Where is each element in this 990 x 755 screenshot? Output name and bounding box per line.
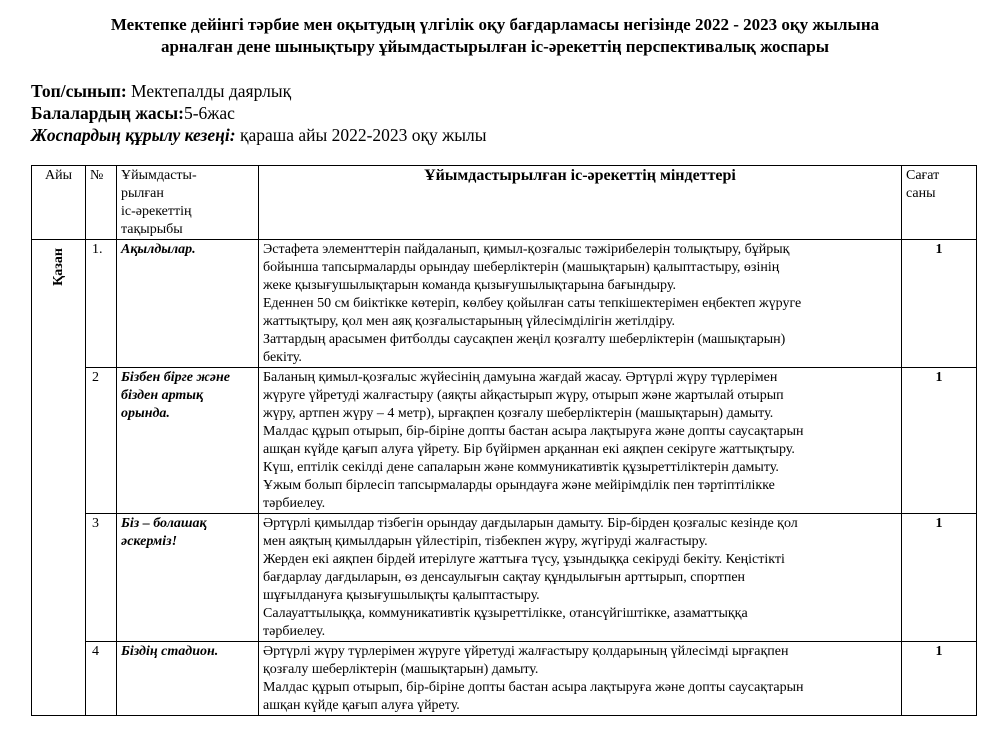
task-line: жүру, артпен жүру – 4 метр), ырғақпен қозғалу шеберліктерін (машықтарын) дамыту. (263, 406, 774, 421)
row-hours: 1 (902, 514, 977, 642)
topic-line: орында. (121, 406, 170, 421)
task-line: Малдас құрып отырып, бір-біріне допты бастан асыра лақтыруға және допты саусақтарын (263, 680, 804, 695)
hours-header (902, 166, 977, 240)
number-header: № (86, 166, 117, 240)
task-line: жеке қызығушылықтарын команда қызығушылықтарына бағындыру. (263, 278, 676, 293)
task-line: жүруге үйретуді жалғастыру (аяқты айқастырып жүру, отырып және жартылай отырып (263, 388, 784, 403)
topic-header-line: Ұйымдасты- (121, 168, 197, 183)
topic-header (117, 166, 259, 240)
table-header-row (32, 166, 977, 240)
row-number: 1. (86, 240, 117, 368)
row-tasks (259, 642, 902, 716)
table-row (32, 240, 977, 368)
task-line: бойынша тапсырмаларды орындау шеберліктерін (машықтарын) қалыптастыру, өзінің (263, 260, 780, 275)
task-line: Күш, ептілік секілді дене сапаларын және коммуникативтік құзыреттіліктерін дамыту. (263, 460, 779, 475)
row-tasks (259, 240, 902, 368)
period-value: қараша айы 2022-2023 оқу жылы (235, 125, 487, 145)
task-line: шұғылдануға қызығушылықты қалыптастыру. (263, 588, 540, 603)
topic-header-line: іс-әрекеттің (121, 204, 192, 219)
group-row (31, 80, 487, 102)
age-row (31, 102, 487, 124)
plan-table (31, 165, 977, 716)
document-meta (31, 80, 487, 146)
table-row (32, 642, 977, 716)
task-line: Салауаттылыққа, коммуникативтік құзыреттілікке, отансүйгіштікке, азаматтыққа (263, 606, 748, 621)
task-line: Эстафета элементтерін пайдаланып, қимыл-қозғалыс тәжірибелерін толықтыру, бұйрық (263, 242, 790, 257)
row-tasks (259, 368, 902, 514)
topic-header-line: рылған (121, 186, 164, 201)
month-header: Айы (32, 166, 86, 240)
task-line: Баланың қимыл-қозғалыс жүйесінің дамуына жағдай жасау. Әртүрлі жүру түрлерімен (263, 370, 778, 385)
task-line: Ұжым болып бірлесіп тапсырмаларды орындауға және мейірімділік пен тәртіптілікке (263, 478, 775, 493)
row-topic (117, 368, 259, 514)
table-row (32, 514, 977, 642)
row-number: 4 (86, 642, 117, 716)
topic-line: әскерміз! (121, 534, 178, 549)
row-number: 3 (86, 514, 117, 642)
task-line: мен аяқтың қимылдарын үйлестіріп, тізбекпен жүру, жүгіруді жалғастыру. (263, 534, 708, 549)
task-line: Жерден екі аяқпен бірдей итерілуге жаттыға түсу, ұзындыққа секіруді бекіту. Кеңістікті (263, 552, 785, 567)
row-hours: 1 (902, 642, 977, 716)
title-line-1: Мектепке дейінгі тәрбие мен оқытудың үлгілік оқу бағдарламасы негізінде 2022 - 2023 оқу жылына (110, 15, 880, 34)
task-line: тәрбиелеу. (263, 496, 326, 511)
task-line: ашқан күйде қағып алуға үйрету. (263, 698, 460, 713)
period-label: Жоспардың құрылу кезеңі: (31, 125, 236, 145)
period-row (31, 124, 487, 146)
task-line: Заттардың арасымен фитболды саусақпен жеңіл қозғалту шеберліктерін (машықтарын) (263, 332, 786, 347)
row-hours: 1 (902, 368, 977, 514)
task-line: Әртүрлі қимылдар тізбегін орындау дағдыларын дамыту. Бір-бірден қозғалыс кезінде қол (263, 516, 798, 531)
task-line: ашқан күйде қағып алуға үйрету. Бір бүйірмен арқаннан екі аяқпен секіруге жаттықтыру. (263, 442, 795, 457)
task-line: бағдарлау дағдыларын, өз денсаулығын сақтау құндылығын арттырып, спортпен (263, 570, 746, 585)
topic-header-line: тақырыбы (121, 222, 183, 237)
group-label: Топ/сынып: (31, 81, 127, 101)
age-value: 5-6жас (183, 103, 235, 123)
topic-line: Біз – болашақ (121, 516, 207, 531)
topic-line: бізден артық (121, 388, 204, 403)
task-line: Еденнен 50 см биіктікке көтеріп, көлбеу қойылған саты тепкішектерімен еңбектеп жүруге (263, 296, 802, 311)
age-label: Балалардың жасы: (31, 103, 184, 123)
row-number: 2 (86, 368, 117, 514)
title-line-2: арналған дене шынықтыру ұйымдастырылған іс-әрекеттің перспективалық жоспары (160, 37, 830, 56)
row-topic (117, 642, 259, 716)
hours-header-line: саны (906, 186, 936, 201)
task-line: жаттықтыру, қол мен аяқ қозғалыстарының үйлесімділігін жетілдіру. (263, 314, 675, 329)
tasks-header: Ұйымдастырылған іс-әрекеттің міндеттері (259, 166, 902, 240)
task-line: бекіту. (263, 350, 302, 365)
row-tasks (259, 514, 902, 642)
row-topic (117, 514, 259, 642)
row-topic: Ақылдылар. (117, 240, 259, 368)
month-cell (32, 240, 86, 716)
topic-line: Біздің стадион. (121, 644, 219, 659)
group-value: Мектепалды даярлық (126, 81, 292, 101)
hours-header-line: Сағат (906, 168, 940, 183)
row-hours: 1 (902, 240, 977, 368)
table-row (32, 368, 977, 514)
task-line: тәрбиелеу. (263, 624, 326, 639)
task-line: Әртүрлі жүру түрлерімен жүруге үйретуді жалғастыру қолдарының үйлесімді ырғақпен (263, 644, 789, 659)
task-line: қозғалу шеберліктерін (машықтарын) дамыту. (263, 662, 539, 677)
topic-line: Бізбен бірге және (121, 370, 231, 385)
task-line: Малдас құрып отырып, бір-біріне допты бастан асыра лақтыруға және допты саусақтарын (263, 424, 804, 439)
document-title (0, 14, 990, 58)
month-label: Қазан (50, 248, 66, 286)
